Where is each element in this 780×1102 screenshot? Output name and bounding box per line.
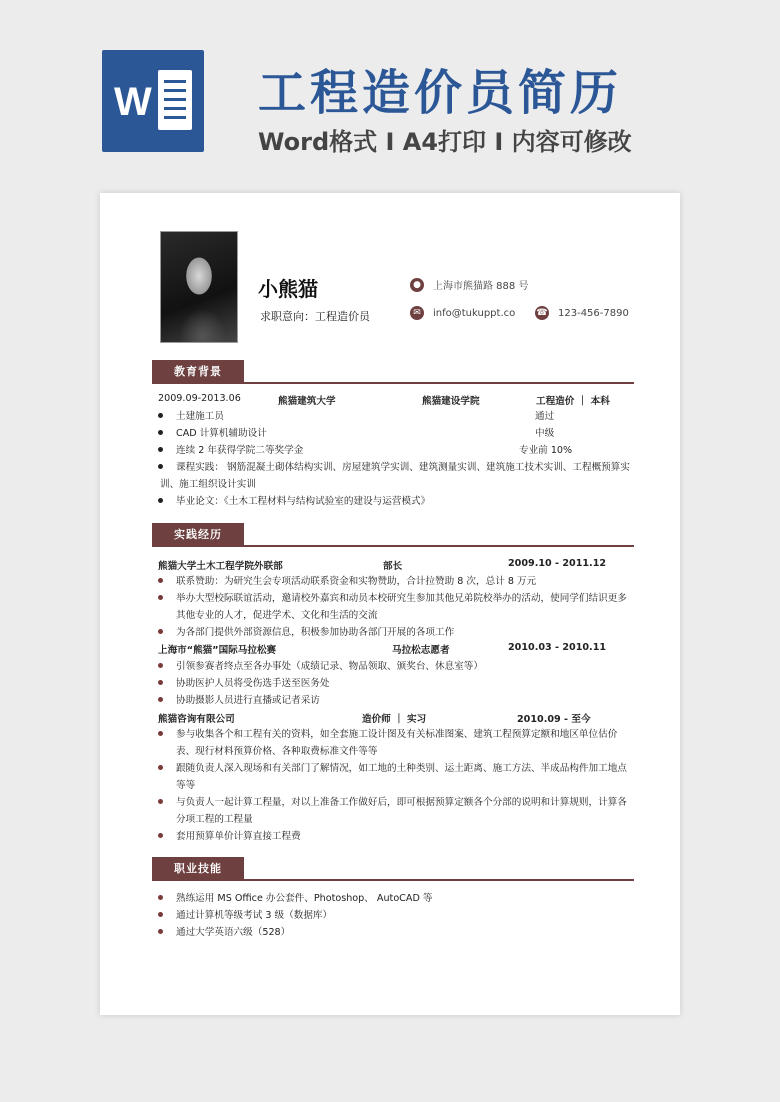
bullet-icon bbox=[158, 629, 163, 634]
bullet-icon bbox=[158, 912, 163, 917]
location-pin-icon: ● bbox=[410, 278, 424, 292]
education-item: CAD 计算机辅助设计 中级 bbox=[160, 425, 632, 442]
bullet-icon bbox=[158, 833, 163, 838]
job-item: 套用预算单价计算直接工程费 bbox=[160, 828, 632, 845]
job-item: 联系赞助：为研究生会专项活动联系资金和实物赞助，合计拉赞助 8 次，总计 8 万元 bbox=[160, 573, 632, 590]
address-text: 上海市熊猫路 888 号 bbox=[433, 281, 529, 292]
experience-header-label: 实践经历 bbox=[152, 523, 244, 545]
job-org: 熊猫大学土木工程学院外联部 bbox=[158, 561, 283, 572]
banner-title: 工程造价员简历 bbox=[258, 65, 623, 121]
skills-header-label: 职业技能 bbox=[152, 857, 244, 879]
skill-item: 通过计算机等级考试 3 级（数据库） bbox=[160, 907, 632, 924]
education-school: 熊猫建筑大学 bbox=[278, 396, 336, 407]
mail-icon: ✉ bbox=[410, 306, 424, 320]
experience-section-header bbox=[152, 523, 634, 547]
job-period: 2010.03 - 2010.11 bbox=[508, 642, 607, 653]
bullet-icon bbox=[158, 578, 163, 583]
bullet-icon bbox=[158, 697, 163, 702]
education-item: 毕业论文：《土木工程材料与结构试验室的建设与运营模式》 bbox=[160, 493, 632, 510]
profile-photo bbox=[160, 231, 238, 343]
job-item: 协助摄影人员进行直播或记者采访 bbox=[160, 692, 632, 709]
bullet-icon bbox=[158, 464, 163, 469]
bullet-icon bbox=[158, 895, 163, 900]
job-period: 2009.10 - 2011.12 bbox=[508, 558, 607, 569]
bullet-icon bbox=[158, 731, 163, 736]
resume-page bbox=[100, 193, 680, 1015]
education-college: 熊猫建设学院 bbox=[422, 396, 480, 407]
job-period: 2010.09 - 至今 bbox=[517, 714, 591, 725]
education-item: 课程实践： 钢筋混凝土砌体结构实训、房屋建筑学实训、建筑测量实训、建筑施工技术实训、工程概预算实训、施工组织设计实训 bbox=[160, 462, 630, 490]
banner-subtitle: Word格式 I A4打印 I 内容可修改 bbox=[258, 128, 632, 156]
bullet-icon bbox=[158, 498, 163, 503]
bullet-icon bbox=[158, 447, 163, 452]
job-item: 协助医护人员将受伤选手送至医务处 bbox=[160, 675, 632, 692]
job-role: 马拉松志愿者 bbox=[392, 645, 450, 656]
job-item: 为各部门提供外部资源信息，积极参加协助各部门开展的各项工作 bbox=[160, 624, 632, 641]
education-section-header bbox=[152, 360, 634, 384]
education-item: 连续 2 年获得学院二等奖学金 专业前 10% bbox=[160, 442, 632, 459]
phone-text: 123-456-7890 bbox=[558, 307, 629, 319]
bullet-icon bbox=[158, 595, 163, 600]
word-logo-letter: W bbox=[114, 80, 152, 124]
education-major: 工程造价 ｜ 本科 bbox=[536, 396, 610, 407]
job-item: 参与收集各个和工程有关的资料，如全套施工设计图及有关标准图案、建筑工程预算定额和地区单位估价表、现行材料预算价格、各种取费标准文件等等 bbox=[160, 726, 632, 760]
skill-item: 熟练运用 MS Office 办公套件、Photoshop、 AutoCAD 等 bbox=[160, 890, 632, 907]
bullet-icon bbox=[158, 799, 163, 804]
bullet-icon bbox=[158, 929, 163, 934]
candidate-name: 小熊猫 bbox=[258, 277, 318, 301]
job-intent: 求职意向：工程造价员 bbox=[260, 310, 370, 323]
bullet-icon bbox=[158, 430, 163, 435]
job-org: 熊猫咨询有限公司 bbox=[158, 714, 235, 725]
word-logo bbox=[102, 50, 204, 152]
job-item: 举办大型校际联谊活动，邀请校外嘉宾和动员本校研究生参加其他兄弟院校举办的活动，使同学们结识更多其他专业的人才，促进学术、文化和生活的交流 bbox=[160, 590, 632, 624]
document-icon bbox=[158, 70, 192, 130]
job-org: 上海市“熊猫”国际马拉松赛 bbox=[158, 645, 277, 656]
bullet-icon bbox=[158, 765, 163, 770]
job-item: 引领参赛者终点至各办事处（成绩记录、物品领取、颁奖台、休息室等） bbox=[160, 658, 632, 675]
education-item: 土建施工员 通过 bbox=[160, 408, 632, 425]
bullet-icon bbox=[158, 680, 163, 685]
job-role: 造价师 ｜ 实习 bbox=[362, 714, 427, 725]
phone-contact bbox=[535, 306, 629, 320]
education-header-label: 教育背景 bbox=[152, 360, 244, 382]
email-contact bbox=[410, 306, 515, 320]
skill-item: 通过大学英语六级（528） bbox=[160, 924, 632, 941]
education-period: 2009.09-2013.06 bbox=[158, 393, 241, 404]
address-contact bbox=[410, 277, 528, 292]
job-item: 跟随负责人深入现场和有关部门了解情况，如工地的土种类别、运土距离、施工方法、半成品构件加工地点等等 bbox=[160, 760, 632, 794]
skills-section-header bbox=[152, 857, 634, 881]
bullet-icon bbox=[158, 413, 163, 418]
phone-icon: ☎ bbox=[536, 308, 548, 318]
bullet-icon bbox=[158, 663, 163, 668]
job-role: 部长 bbox=[383, 561, 403, 572]
job-item: 与负责人一起计算工程量，对以上准备工作做好后，即可根据预算定额各个分部的说明和计算规则，计算各分项工程的工程量 bbox=[160, 794, 632, 828]
email-text: info@tukuppt.co bbox=[433, 307, 516, 319]
